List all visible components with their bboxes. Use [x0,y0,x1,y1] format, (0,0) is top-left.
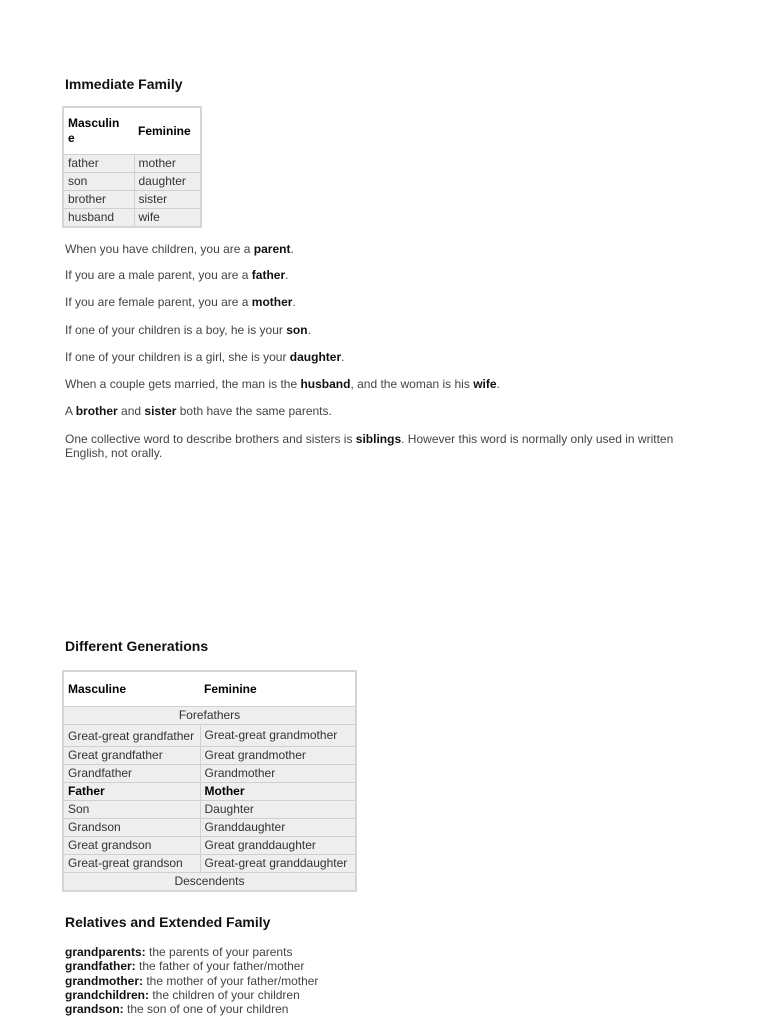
paragraph-brother-sister: A brother and sister both have the same parents. [65,404,332,418]
table-cell: Great-great grandson [63,855,200,873]
table-cell: Grandmother [200,765,356,783]
table-row [63,725,356,747]
table-cell: brother [63,191,134,209]
section-title-different-generations: Different Generations [65,638,209,654]
table-row [63,747,356,765]
table-cell: father [63,155,134,173]
table-row [63,191,201,209]
paragraph-siblings: One collective word to describe brothers and sisters is siblings. However this word is normally only used in written English, not orally. [65,432,674,460]
table-cell: Great grandson [63,837,200,855]
table-cell: sister [134,191,201,209]
table-cell: daughter [134,173,201,191]
table-cell: husband [63,209,134,228]
list-item: grandmother: the mother of your father/mother [65,973,319,988]
table-cell: Son [63,801,200,819]
column-header-masculine: Masculine [63,671,200,707]
table-row [63,173,201,191]
table-row [63,783,356,801]
table-row [63,801,356,819]
table-cell: Father [63,783,200,801]
table-header-row [63,671,356,707]
section-title-relatives: Relatives and Extended Family [65,914,271,930]
table-cell: Mother [200,783,356,801]
table-cell: Great grandfather [63,747,200,765]
paragraph-husband-wife: When a couple gets married, the man is the husband, and the woman is his wife. [65,377,500,391]
column-header-feminine: Feminine [200,671,356,707]
table-cell: Great grandmother [200,747,356,765]
table-cell: Great-great grandfather [63,725,200,747]
section-title-immediate-family: Immediate Family [65,76,183,92]
table-cell: Daughter [200,801,356,819]
immediate-family-table [62,106,202,228]
table-row [63,765,356,783]
column-header-feminine: Feminine [134,107,201,155]
forefathers-cell: Forefathers [63,707,356,725]
paragraph-parent: When you have children, you are a parent. [65,242,294,256]
paragraph-son: If one of your children is a boy, he is your son. [65,323,311,337]
list-item: grandfather: the father of your father/mother [65,959,305,974]
list-item: grandson: the son of one of your children [65,1002,289,1017]
table-row [63,819,356,837]
table-cell: son [63,173,134,191]
descendents-cell: Descendents [63,873,356,892]
column-header-masculine: Masculin e [63,107,134,155]
table-cell: Great-great grandmother [200,725,356,747]
generations-table [62,670,357,892]
paragraph-father: If you are a male parent, you are a father. [65,268,289,282]
table-cell: mother [134,155,201,173]
definitions-list [65,945,705,1016]
table-row [63,837,356,855]
table-row-forefathers [63,707,356,725]
table-cell: Great-great granddaughter [200,855,356,873]
table-header-row [63,107,201,155]
table-row [63,155,201,173]
table-row [63,209,201,228]
list-item: grandchildren: the children of your children [65,987,300,1002]
table-cell: Granddaughter [200,819,356,837]
table-cell: Great granddaughter [200,837,356,855]
table-row-descendents [63,873,356,892]
list-item: grandparents: the parents of your parents [65,945,293,959]
paragraph-mother: If you are female parent, you are a mother. [65,295,296,309]
table-row [63,855,356,873]
table-cell: wife [134,209,201,228]
table-cell: Grandfather [63,765,200,783]
table-cell: Grandson [63,819,200,837]
paragraph-daughter: If one of your children is a girl, she is your daughter. [65,350,345,364]
